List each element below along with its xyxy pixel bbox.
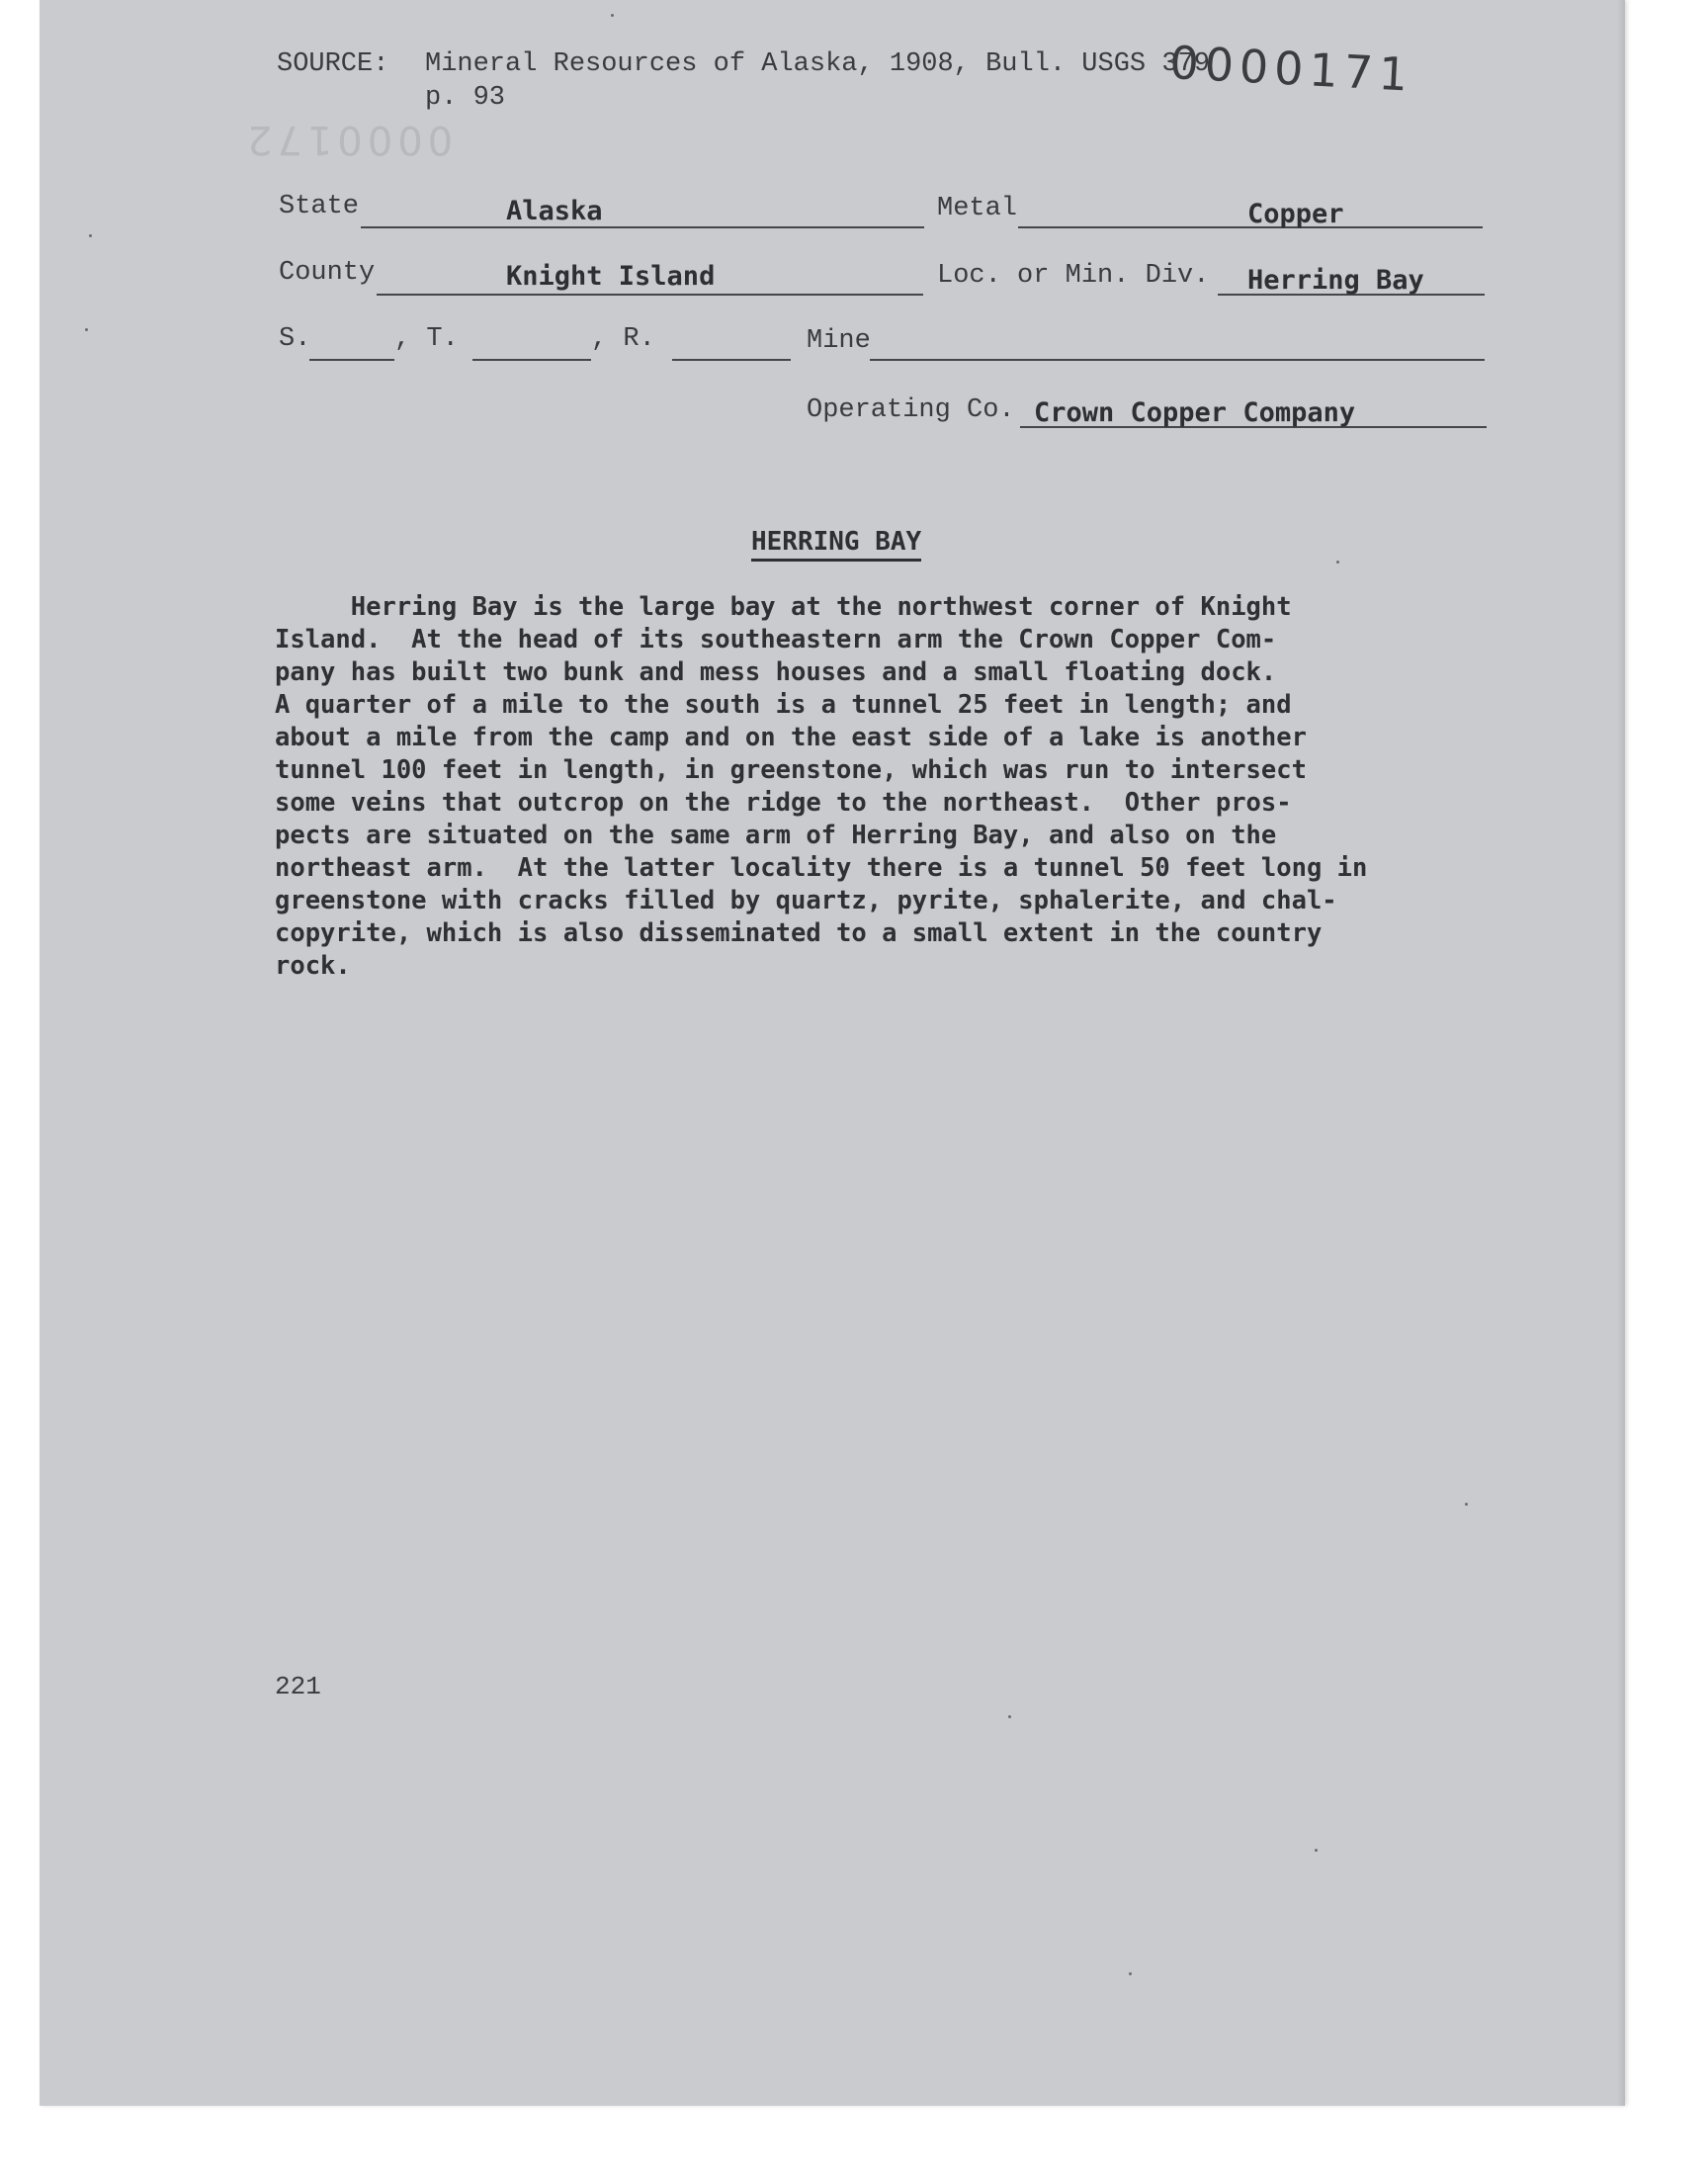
state-underline	[361, 226, 924, 228]
paper-speck	[611, 14, 614, 17]
body-line: some veins that outcrop on the ridge to the northeast. Other pros-	[275, 788, 1292, 818]
paper-speck	[1465, 1503, 1468, 1506]
paper-speck	[1008, 1715, 1011, 1718]
body-line: copyrite, which is also disseminated to a small extent in the country	[275, 918, 1323, 948]
county-value: Knight Island	[506, 261, 716, 292]
operating-co-label: Operating Co.	[807, 395, 1015, 425]
paper-speck	[1315, 1849, 1318, 1852]
range-label: , R.	[591, 324, 655, 354]
body-line: northeast arm. At the latter locality there is a tunnel 50 feet long in	[275, 853, 1368, 883]
source-page: p. 93	[425, 83, 506, 113]
paper-speck	[1336, 561, 1339, 564]
body-paragraph	[275, 591, 1481, 983]
body-line: Island. At the head of its southeastern arm the Crown Copper Com-	[275, 625, 1277, 654]
operating-co-value: Crown Copper Company	[1034, 397, 1356, 428]
township-label: , T.	[394, 324, 459, 354]
section-label: S.	[279, 324, 311, 354]
metal-value: Copper	[1247, 199, 1344, 229]
state-value: Alaska	[506, 196, 603, 226]
county-label: County	[279, 258, 376, 288]
section-heading: HERRING BAY	[751, 527, 921, 562]
document-number-stamp: 0000171	[1168, 36, 1415, 102]
loc-label: Loc. or Min. Div.	[937, 261, 1210, 291]
source-citation: Mineral Resources of Alaska, 1908, Bull. USGS 379	[425, 49, 1210, 79]
mine-label: Mine	[807, 326, 871, 356]
paper-speck	[1129, 1972, 1132, 1975]
page-number: 221	[275, 1672, 321, 1701]
body-line: pany has built two bunk and mess houses and a small floating dock.	[275, 657, 1277, 687]
page-edge-shadow	[1617, 0, 1625, 2106]
mine-underline	[870, 359, 1485, 361]
body-line: rock.	[275, 951, 351, 981]
loc-value: Herring Bay	[1247, 265, 1424, 296]
body-line: Herring Bay is the large bay at the northwest corner of Knight	[275, 592, 1292, 622]
state-label: State	[279, 192, 360, 221]
paper-speck	[89, 234, 92, 237]
township-underline	[472, 359, 591, 361]
body-line: tunnel 100 feet in length, in greenstone, which was run to intersect	[275, 755, 1307, 785]
document-page	[40, 0, 1625, 2106]
county-underline	[377, 294, 923, 296]
body-line: A quarter of a mile to the south is a tunnel 25 feet in length; and	[275, 690, 1292, 720]
faint-offset-stamp: 0000172	[242, 117, 454, 162]
range-underline	[672, 359, 791, 361]
metal-label: Metal	[937, 194, 1018, 223]
body-line: greenstone with cracks filled by quartz, pyrite, sphalerite, and chal-	[275, 886, 1337, 915]
paper-speck	[85, 328, 88, 331]
section-underline	[309, 359, 394, 361]
body-line: about a mile from the camp and on the east side of a lake is another	[275, 723, 1307, 752]
source-label: SOURCE:	[277, 49, 389, 79]
body-line: pects are situated on the same arm of Herring Bay, and also on the	[275, 821, 1277, 850]
